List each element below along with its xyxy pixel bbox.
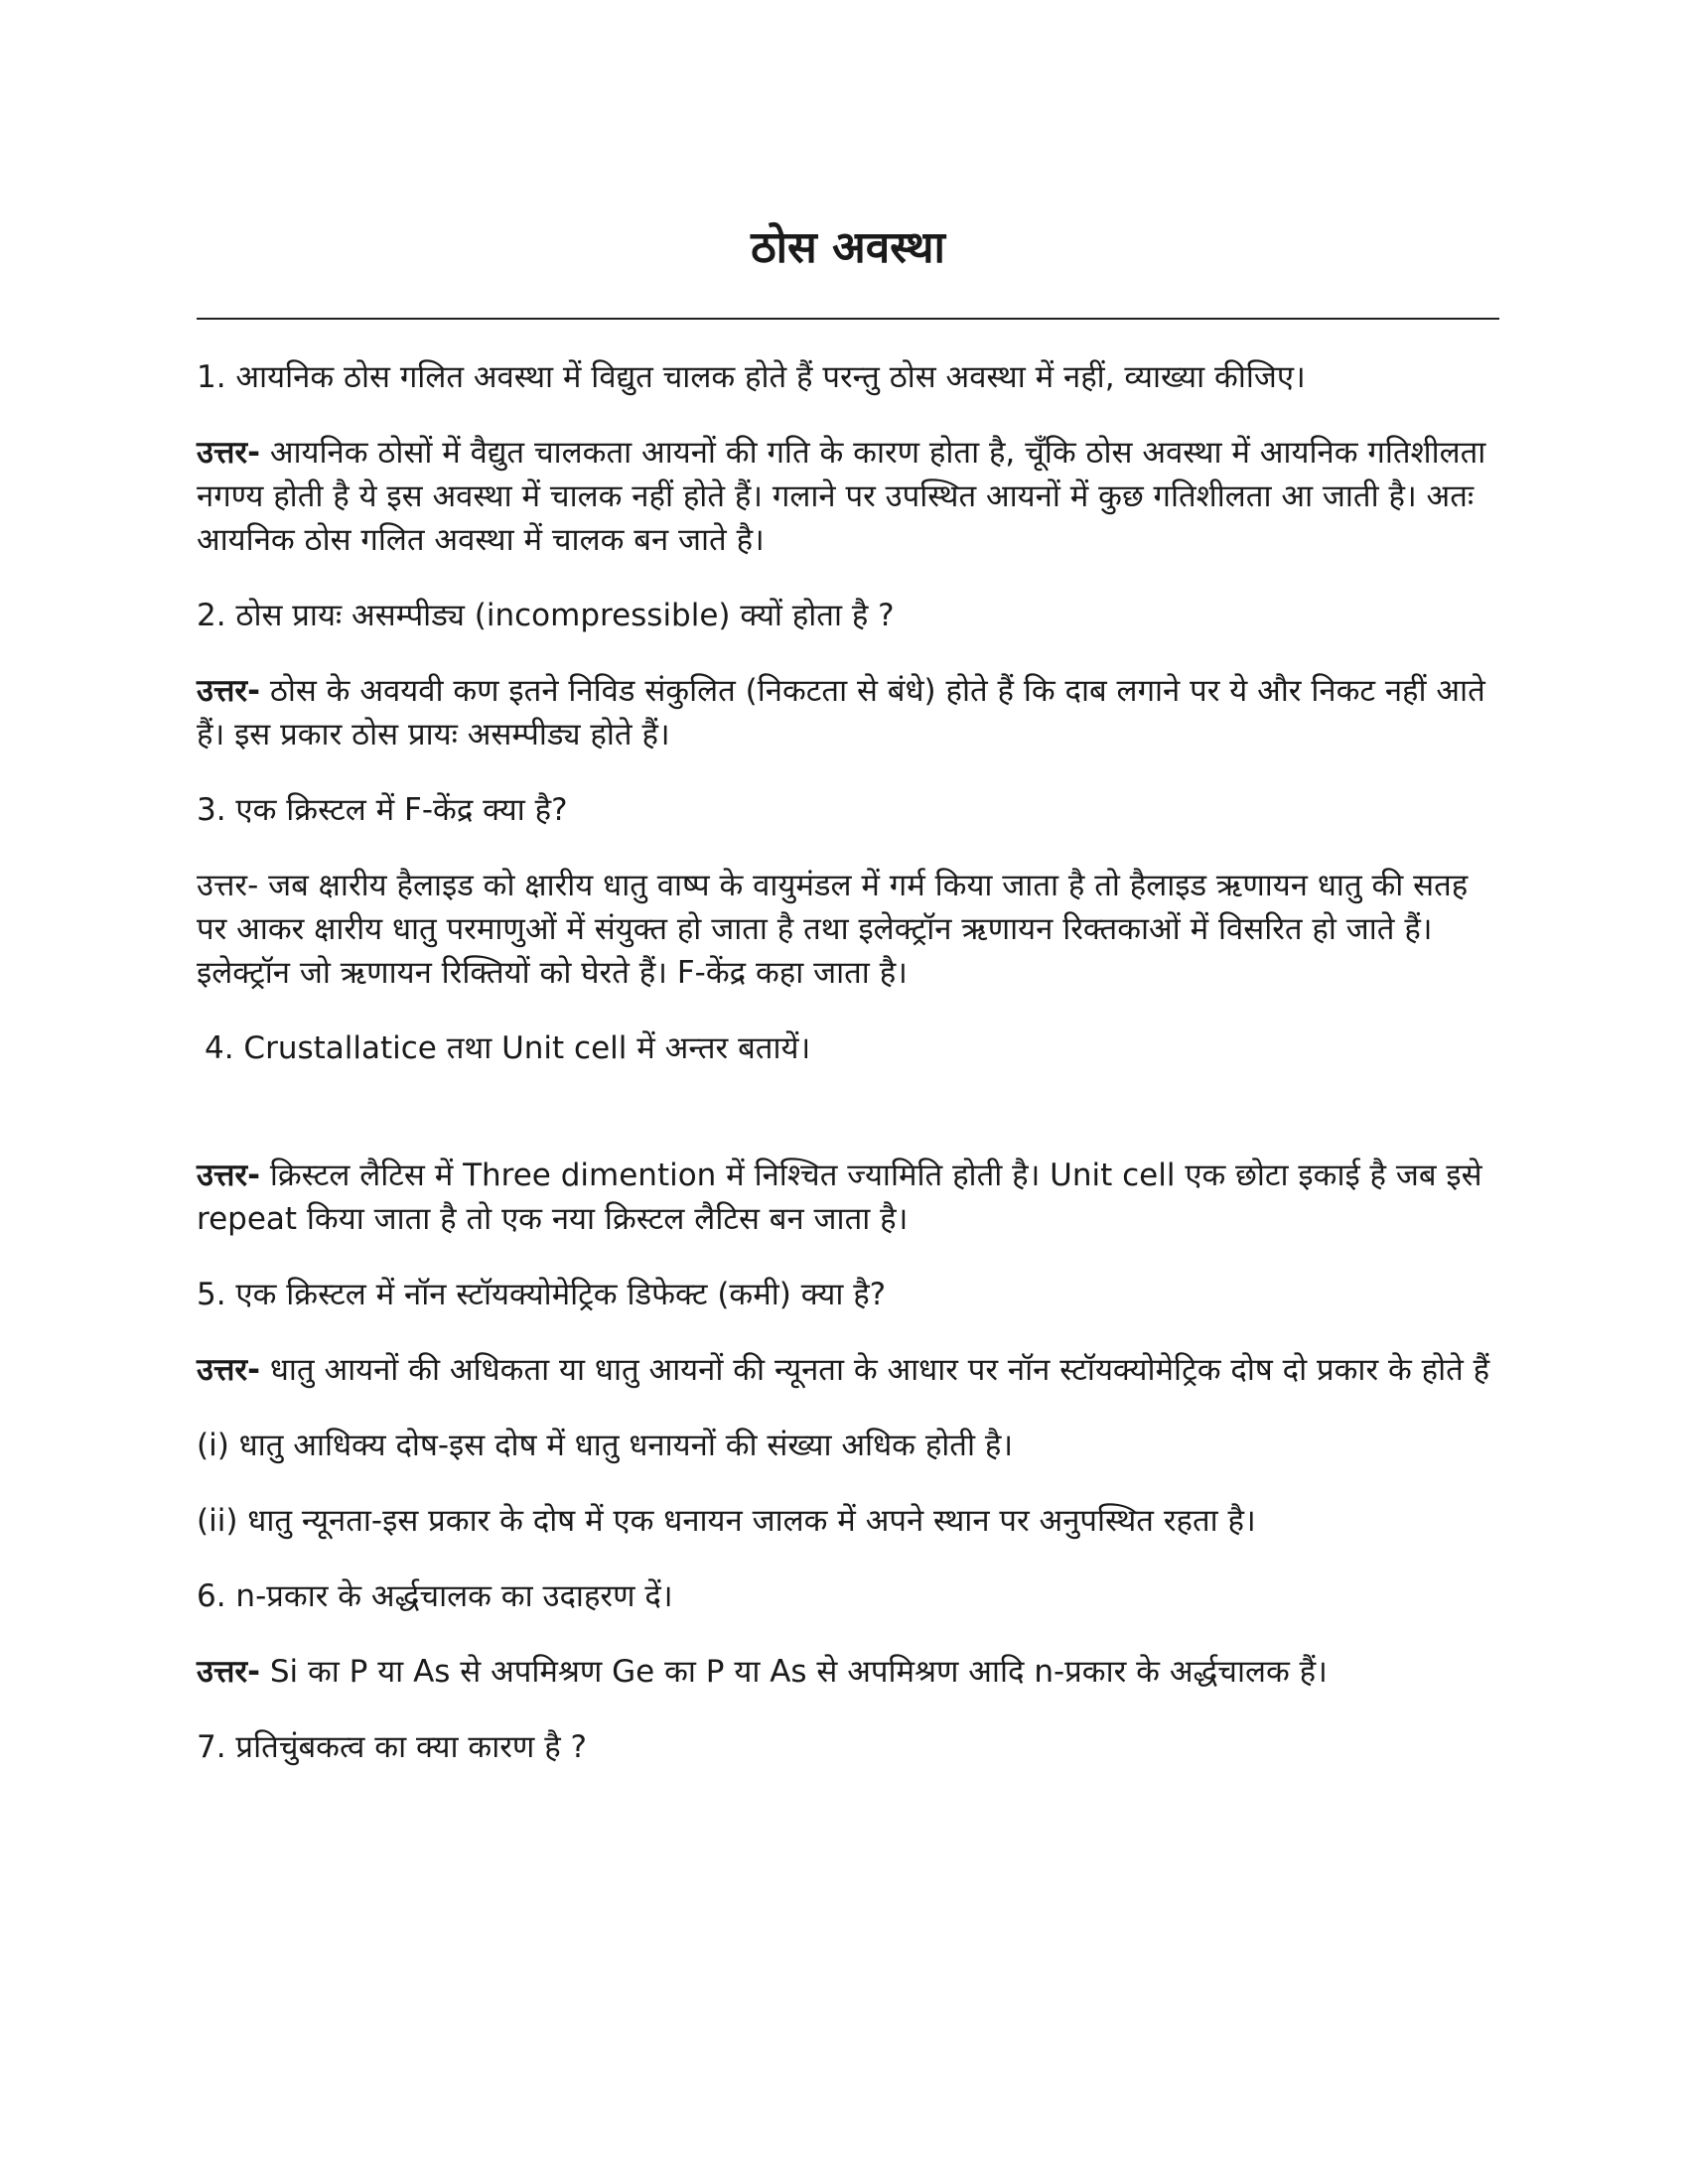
document-body: [197, 355, 1499, 1801]
question-6: 6. n-प्रकार के अर्द्धचालक का उदाहरण दें।: [197, 1578, 673, 1614]
answer-text: धातु आयनों की अधिकता या धातु आयनों की न्यूनता के आधार पर नॉन स्टॉयक्योमेट्रिक दोष दो प्रकार के होते हैं: [259, 1352, 1490, 1388]
list-item-metal-deficiency: (ii) धातु न्यूनता-इस प्रकार के दोष में एक धनायन जालक में अपने स्थान पर अनुपस्थित रहता है।: [197, 1503, 1256, 1539]
answer-label: उत्तर-: [197, 1352, 260, 1388]
question-7: 7. प्रतिचुंबकत्व का क्या कारण है ?: [197, 1729, 587, 1765]
title-divider: [197, 318, 1499, 320]
question-2: 2. ठोस प्रायः असम्पीड्य (incompressible) क्यों होता है ?: [197, 598, 895, 633]
list-item-metal-excess: (i) धातु आधिक्य दोष-इस दोष में धातु धनायनों की संख्या अधिक होती है।: [197, 1428, 1014, 1463]
answer-label: उत्तर-: [197, 1158, 260, 1193]
answer-4: [197, 1154, 1499, 1241]
answer-text: आयनिक ठोसों में वैद्युत चालकता आयनों की गति के कारण होता है, चूँकि ठोस अवस्था में आयनिक गतिशीलता नगण्य होती है ये इस अवस्था में चालक नहीं होते हैं। गलाने पर उपस्थित आयनों में कुछ गतिशीलता आ जाती है। अतः आयनिक ठोस गलित अवस्था में चालक बन जाते है।: [197, 435, 1486, 558]
answer-text: Si का P या As से अपमिश्रण Ge का P या As से अपमिश्रण आदि n-प्रकार के अर्द्धचालक हैं।: [259, 1654, 1328, 1690]
question-4: 4. Crustallatice तथा Unit cell में अन्तर बतायें।: [205, 1030, 811, 1066]
question-3: 3. एक क्रिस्टल में F-केंद्र क्या है?: [197, 792, 568, 828]
answer-label: उत्तर-: [197, 673, 260, 709]
answer-6: [197, 1650, 1499, 1694]
answer-2: [197, 669, 1499, 756]
answer-label: उत्तर-: [197, 1654, 260, 1690]
answer-1: [197, 431, 1499, 562]
answer-5: [197, 1348, 1499, 1392]
answer-text: क्रिस्टल लैटिस में Three dimention में निश्चित ज्यामिति होती है। Unit cell एक छोटा इकाई है जब इसे repeat किया जाता है तो एक नया क्रिस्टल लैटिस बन जाता है।: [197, 1158, 1482, 1237]
answer-3: उत्तर- जब क्षारीय हैलाइड को क्षारीय धातु वाष्प के वायुमंडल में गर्म किया जाता है तो हैलाइड ऋणायन धातु की सतह पर आकर क्षारीय धातु परमाणुओं में संयुक्त हो जाता है तथा इलेक्ट्रॉन ऋणायन रिक्तकाओं में विसरित हो जाते हैं। इलेक्ट्रॉन जो ऋणायन रिक्तियों को घेरते हैं। F-केंद्र कहा जाता है।: [197, 868, 1469, 991]
question-1: 1. आयनिक ठोस गलित अवस्था में विद्युत चालक होते हैं परन्तु ठोस अवस्था में नहीं, व्याख्या कीजिए।: [197, 359, 1306, 395]
question-5: 5. एक क्रिस्टल में नॉन स्टॉयक्योमेट्रिक डिफेक्ट (कमी) क्या है?: [197, 1277, 887, 1312]
document-page: [197, 0, 1499, 2184]
answer-text: ठोस के अवयवी कण इतने निविड संकुलित (निकटता से बंधे) होते हैं कि दाब लगाने पर ये और निकट नहीं आते हैं। इस प्रकार ठोस प्रायः असम्पीड्य होते हैं।: [197, 673, 1485, 752]
answer-label: उत्तर-: [197, 435, 260, 471]
page-title: ठोस अवस्था: [751, 222, 945, 273]
